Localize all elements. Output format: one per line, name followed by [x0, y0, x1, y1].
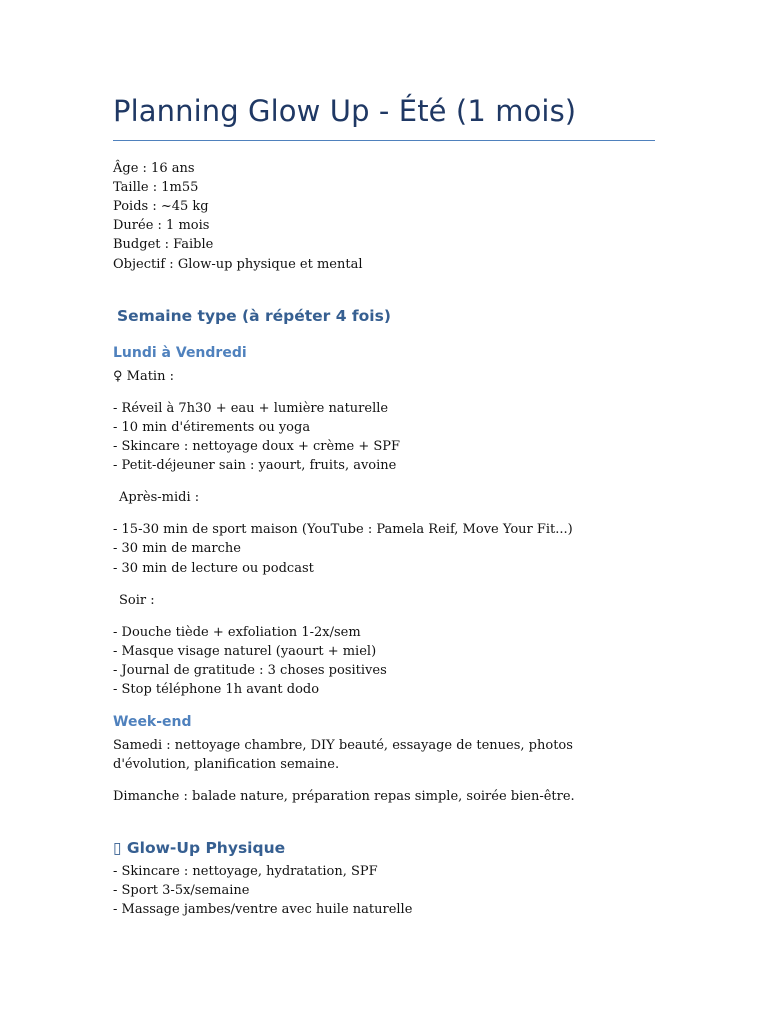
weekdays-heading: Lundi à Vendredi	[113, 345, 247, 361]
apres-midi-label: Après-midi :	[119, 490, 200, 505]
physique-item: - Massage jambes/ventre avec huile naturelle	[113, 902, 413, 917]
matin-item: - Skincare : nettoyage doux + crème + SPF	[113, 439, 401, 454]
matin-item: - Réveil à 7h30 + eau + lumière naturelle	[113, 401, 389, 416]
matin-label: ♀ Matin :	[113, 369, 174, 384]
profile-budget: Budget : Faible	[113, 237, 214, 252]
document-title: Planning Glow Up - Été (1 mois)	[113, 94, 577, 128]
soir-label: Soir :	[119, 593, 155, 608]
apres-midi-item: - 30 min de marche	[113, 541, 241, 556]
profile-objective: Objectif : Glow-up physique et mental	[113, 257, 363, 272]
soir-item: - Stop téléphone 1h avant dodo	[113, 682, 320, 697]
profile-height: Taille : 1m55	[113, 180, 199, 195]
semaine-type-heading: Semaine type (à répéter 4 fois)	[117, 307, 391, 325]
samedi-paragraph: Samedi : nettoyage chambre, DIY beauté, essayage de tenues, photos d'évolution, planification semaine.	[113, 738, 573, 772]
soir-item: - Journal de gratitude : 3 choses positives	[113, 663, 387, 678]
physique-item: - Sport 3-5x/semaine	[113, 883, 250, 898]
glow-up-physique-heading: ▯ Glow-Up Physique	[113, 839, 286, 857]
soir-item: - Masque visage naturel (yaourt + miel)	[113, 644, 377, 659]
profile-weight: Poids : ~45 kg	[113, 199, 209, 214]
profile-duration: Durée : 1 mois	[113, 218, 210, 233]
physique-item: - Skincare : nettoyage, hydratation, SPF	[113, 864, 378, 879]
profile-age: Âge : 16 ans	[113, 161, 195, 176]
matin-item: - 10 min d'étirements ou yoga	[113, 420, 311, 435]
title-underline	[113, 140, 655, 141]
soir-item: - Douche tiède + exfoliation 1-2x/sem	[113, 625, 361, 640]
apres-midi-item: - 15-30 min de sport maison (YouTube : Pamela Reif, Move Your Fit...)	[113, 522, 573, 537]
apres-midi-item: - 30 min de lecture ou podcast	[113, 561, 314, 576]
dimanche-paragraph: Dimanche : balade nature, préparation repas simple, soirée bien-être.	[113, 789, 575, 804]
weekend-heading: Week-end	[113, 714, 192, 730]
matin-item: - Petit-déjeuner sain : yaourt, fruits, avoine	[113, 458, 397, 473]
